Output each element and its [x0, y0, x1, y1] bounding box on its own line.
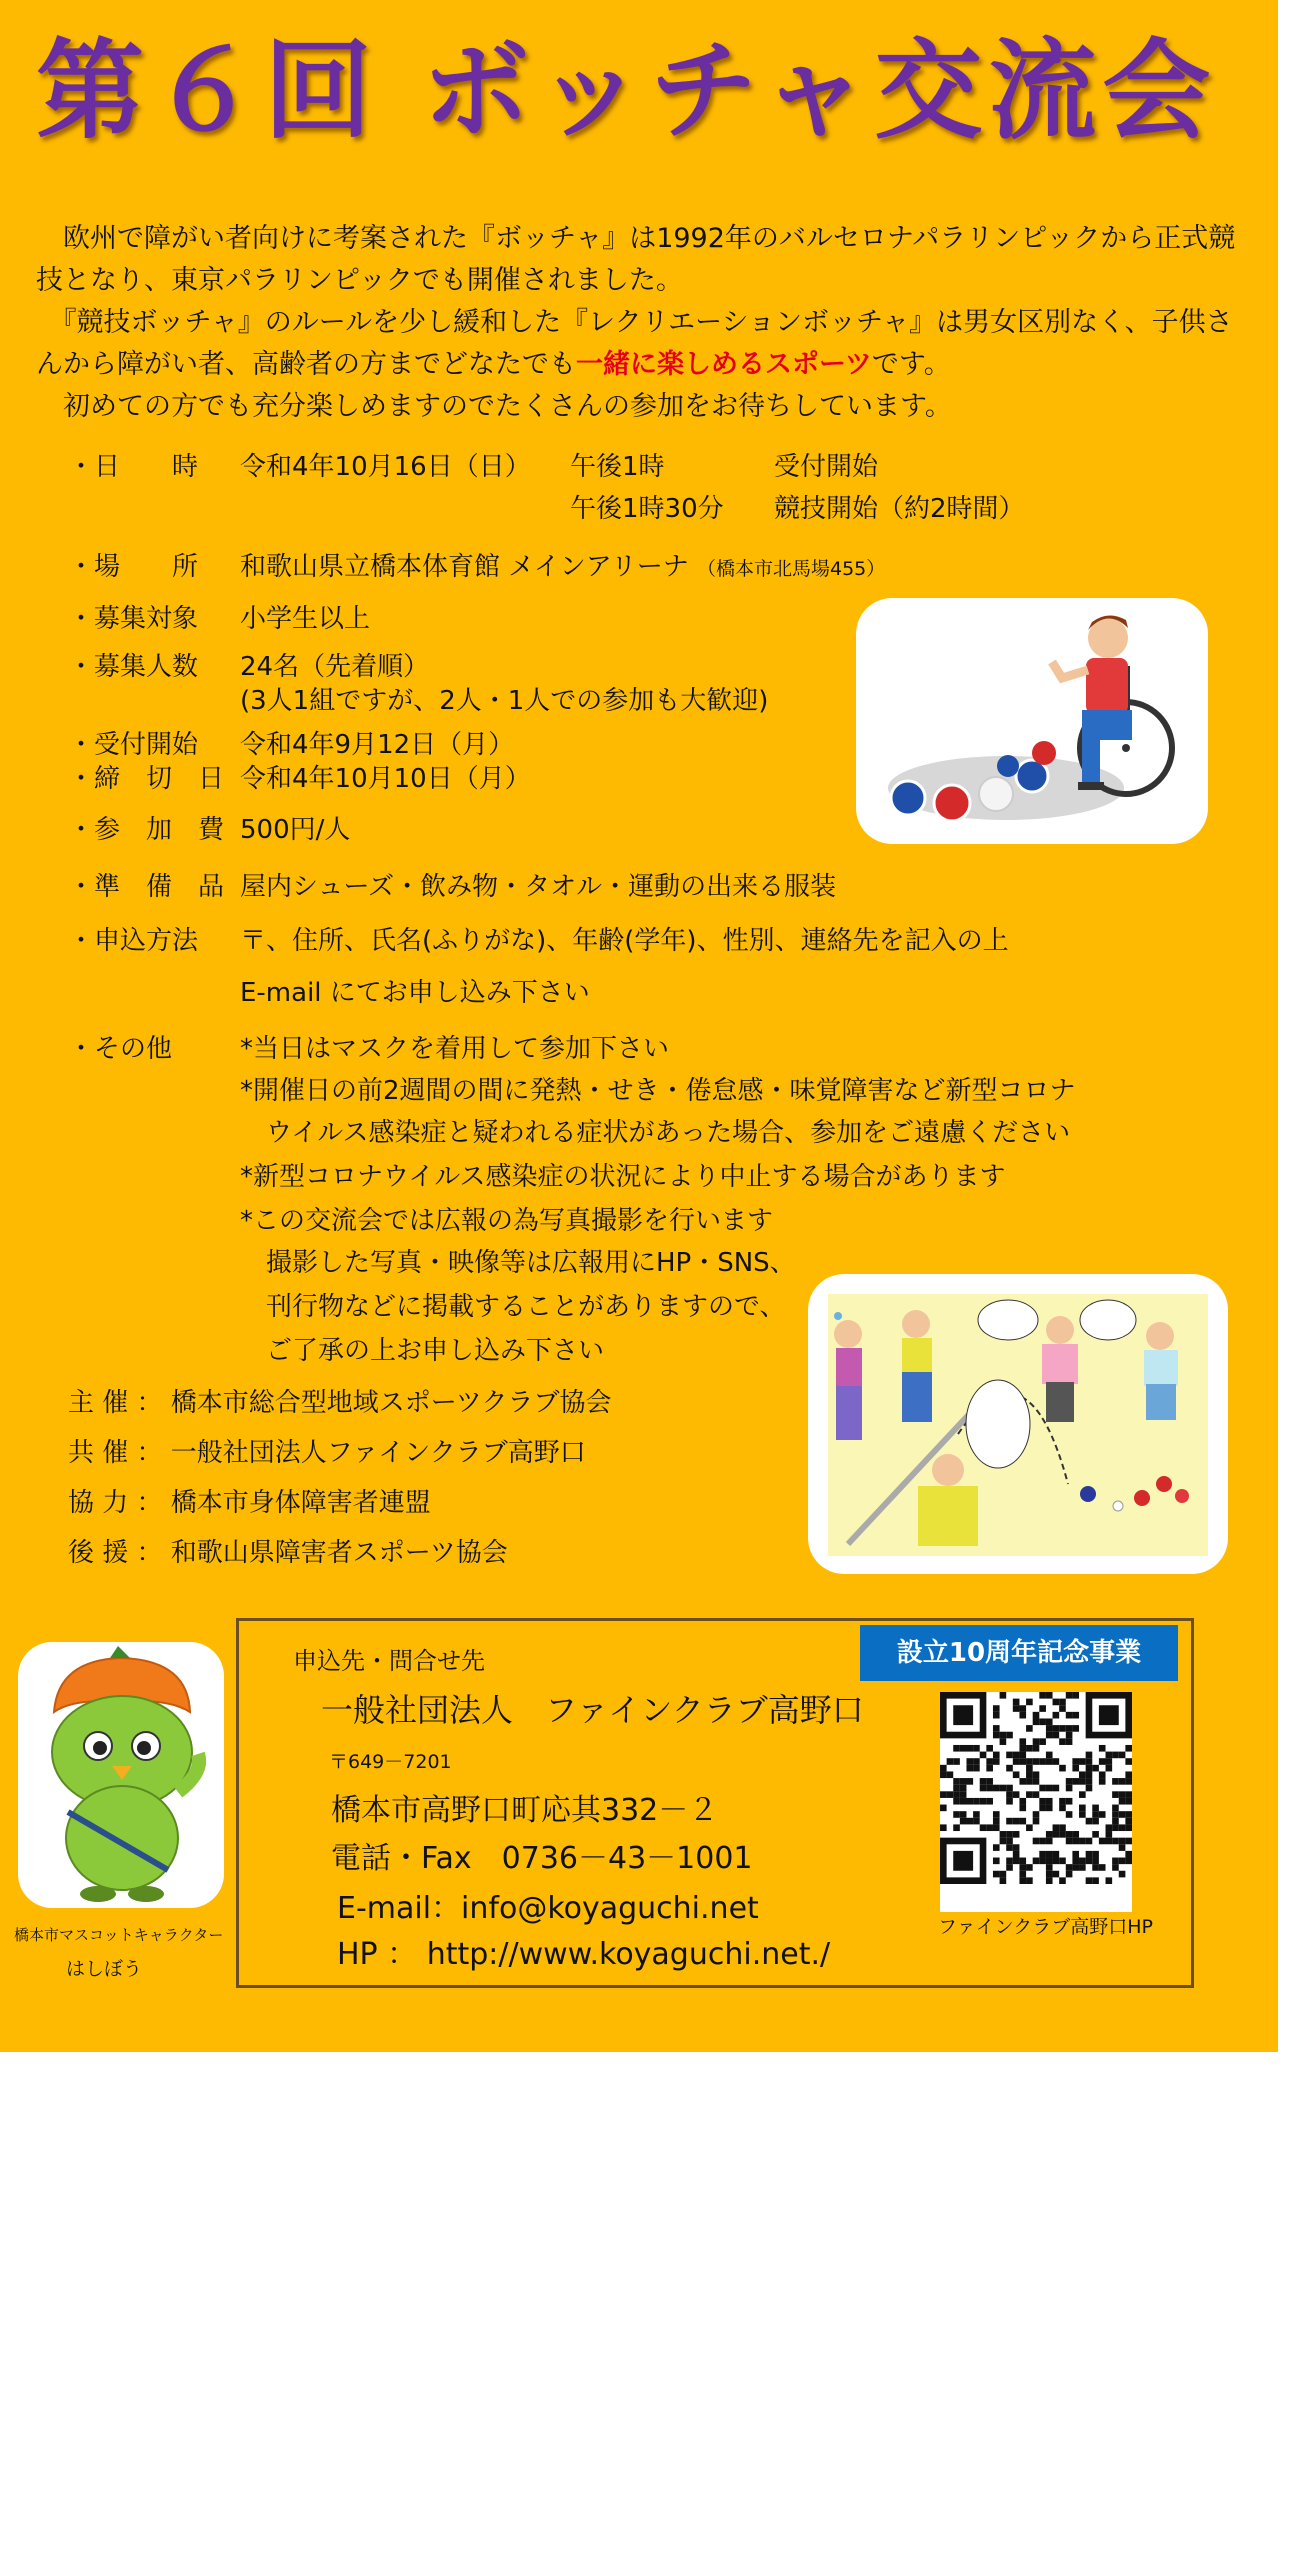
boccia-group-illustration: [808, 1274, 1228, 1574]
target-label: ・募集対象: [68, 604, 199, 634]
fee-value: 500円/人: [240, 815, 351, 845]
deadline-value: 令和4年10月10日（月）: [240, 764, 531, 794]
intro-text: [36, 218, 1236, 428]
mascot-name: はしぼう: [66, 1958, 143, 1980]
organizer-support: 後 援 ： 和歌山県障害者スポーツ協会: [68, 1538, 508, 1568]
fee-label: ・参 加 費: [68, 815, 225, 845]
intro-paragraph-1: 欧州で障がい者向けに考案された『ボッチャ』は1992年のバルセロナパラリンピックから正式競技となり、東京パラリンピックでも開催されました。: [36, 223, 1236, 296]
start-label: ・受付開始: [68, 730, 199, 760]
organizer-host: 主 催 ： 橋本市総合型地域スポーツクラブ協会: [68, 1388, 612, 1418]
mascot-caption: 橋本市マスコットキャラクター: [14, 1926, 224, 1944]
anniversary-badge: 設立10周年記念事業: [860, 1625, 1178, 1681]
datetime-date: 令和4年10月16日（日）: [240, 452, 531, 482]
highlight-text: 一緒に楽しめるスポーツ: [576, 349, 872, 380]
venue-label: ・場 所: [68, 552, 199, 582]
other-line: *この交流会では広報の為写真撮影を行います: [240, 1206, 774, 1236]
contact-homepage: HP ： http://www.koyaguchi.net./: [337, 1937, 831, 1972]
venue-name: 和歌山県立橋本体育館 メインアリーナ: [240, 552, 689, 582]
other-label: ・その他: [68, 1034, 173, 1064]
items-label: ・準 備 品: [68, 872, 225, 902]
intro-text-a: 『競技ボッチャ』のルールを少し緩和した『レクリエーションボッチャ』は男女区別なく、子供さんから障がい者、高齢者の方までどなたでも: [36, 307, 1233, 380]
qr-code-pattern: [940, 1692, 1132, 1884]
other-line: ウイルス感染症と疑われる症状があった場合、参加をご遠慮ください: [240, 1118, 1071, 1148]
page-title: 第６回 ボッチャ交流会: [36, 29, 1217, 154]
contact-postal-code: 〒649－7201: [329, 1751, 452, 1773]
other-line: 撮影した写真・映像等は広報用にHP・SNS、: [240, 1248, 796, 1278]
organizer-cooperation: 協 力 ： 橋本市身体障害者連盟: [68, 1488, 431, 1518]
venue-address: （橋本市北馬場455）: [696, 558, 886, 580]
start-value: 令和4年9月12日（月）: [240, 730, 515, 760]
target-value: 小学生以上: [240, 604, 371, 634]
qr-code[interactable]: [940, 1692, 1132, 1912]
mascot-hashibou-illustration: [18, 1642, 224, 1908]
apply-label: ・申込方法: [68, 926, 199, 956]
intro-paragraph-2: [36, 302, 1236, 386]
other-line: ご了承の上お申し込み下さい: [240, 1336, 605, 1366]
other-line: *当日はマスクを着用して参加下さい: [240, 1034, 670, 1064]
datetime-label: ・日 時: [68, 452, 199, 482]
other-line: *開催日の前2週間の間に発熱・せき・倦怠感・味覚障害など新型コロナ: [240, 1076, 1076, 1106]
items-value: 屋内シューズ・飲み物・タオル・運動の出来る服装: [240, 872, 837, 902]
other-line: *新型コロナウイルス感染症の状況により中止する場合があります: [240, 1162, 1006, 1192]
time-1-note: 受付開始: [774, 452, 879, 482]
time-2-note: 競技開始（約2時間）: [774, 494, 1025, 524]
apply-value-1: 〒、住所、氏名(ふりがな)、年齢(学年)、性別、連絡先を記入の上: [240, 926, 1009, 956]
other-line: 刊行物などに掲載することがありますので、: [240, 1292, 786, 1322]
intro-paragraph-3: 初めての方でも充分楽しめますのでたくさんの参加をお待ちしています。: [36, 391, 952, 422]
capacity-label: ・募集人数: [68, 652, 199, 682]
apply-value-2: E-mail にてお申し込み下さい: [240, 978, 590, 1008]
contact-phone: 電話・Fax 0736－43－1001: [331, 1841, 753, 1876]
deadline-label: ・締 切 日: [68, 764, 225, 794]
organizer-cohost: 共 催 ： 一般社団法人ファインクラブ高野口: [68, 1438, 586, 1468]
venue-value: [240, 548, 885, 588]
time-2: 午後1時30分: [570, 494, 724, 524]
contact-email: E-mail：info@koyaguchi.net: [337, 1891, 759, 1926]
contact-address: 橋本市高野口町応其332－２: [331, 1793, 719, 1828]
capacity-note: (3人1組ですが、2人・1人での参加も大歓迎): [240, 686, 769, 716]
contact-organization: 一般社団法人 ファインクラブ高野口: [321, 1691, 864, 1729]
capacity-value: 24名（先着順）: [240, 652, 430, 682]
contact-heading: 申込先・問合せ先: [293, 1647, 485, 1675]
qr-caption: ファインクラブ高野口HP: [938, 1916, 1153, 1938]
time-1: 午後1時: [570, 452, 665, 482]
boccia-wheelchair-illustration: [856, 598, 1208, 844]
intro-text-b: です。: [871, 349, 951, 380]
